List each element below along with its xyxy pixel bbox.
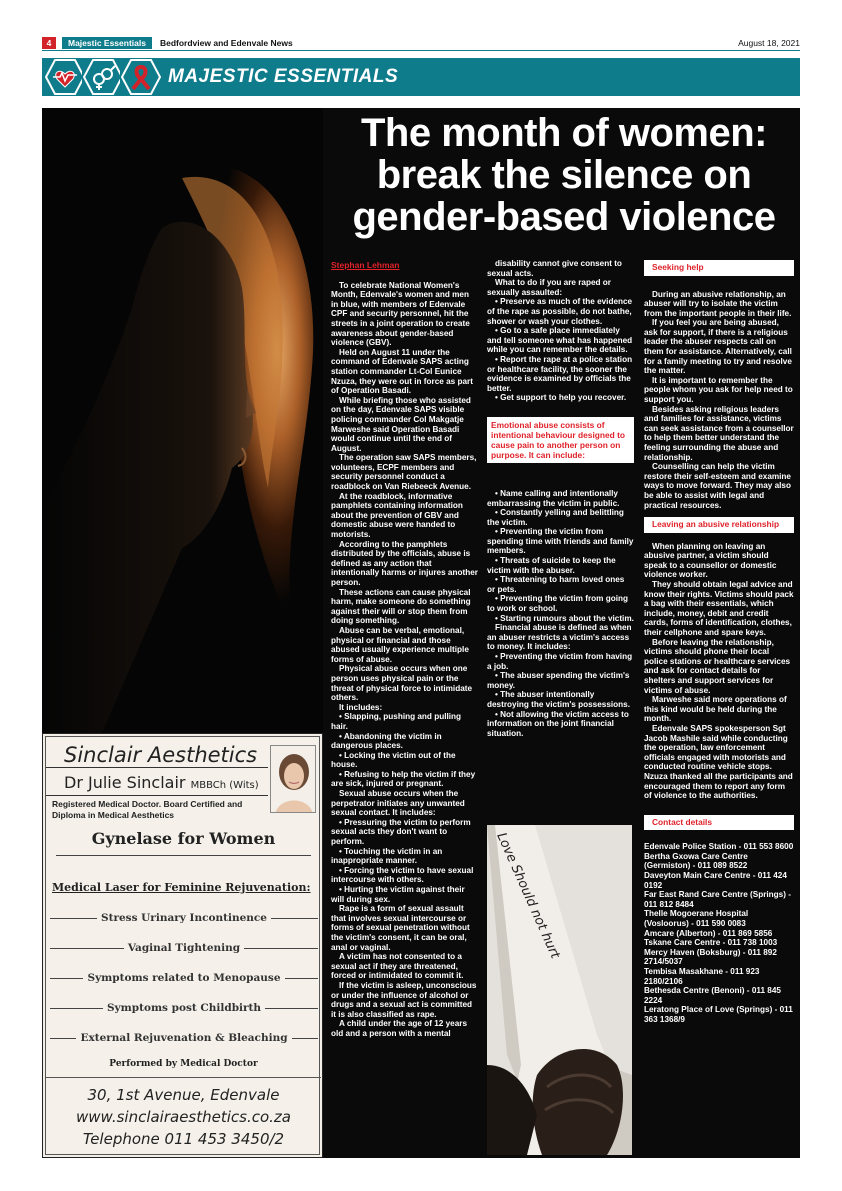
- paragraph: They should obtain legal advice and know their rights. Victims should pack a bag with their essentials, which include, money, debit and credit cards, forms of identification, clothes, their cellphone and spare keys.: [644, 580, 794, 637]
- leaving-body: [644, 542, 794, 801]
- ad-registration-text: Registered Medical Doctor. Board Certified and Diploma in Medical Aesthetics: [52, 799, 243, 820]
- paragraph: Edenvale SAPS spokesperson Sgt Jacob Mashile said while conducting the operation, law enforcement officials engaged with motorists and conducted routine vehicle stops. Nzuza thanked all the participants and encouraged them to report any form of violence to the authorities.: [644, 723, 793, 801]
- paragraph: • Starting rumours about the victim.: [495, 613, 634, 623]
- banner-title: MAJESTIC ESSENTIALS: [168, 66, 399, 87]
- paragraph: Mercy Haven (Boksburg) - 011 892 2714/5037: [644, 947, 777, 967]
- ad-divider: [46, 1077, 321, 1078]
- paragraph: • Name calling and intentionally embarrassing the victim in public.: [487, 488, 620, 508]
- paragraph: • The abuser intentionally destroying the victim's possessions.: [487, 690, 630, 709]
- heartbeat-icon: [44, 58, 86, 96]
- column-2-body-bottom: [487, 489, 634, 738]
- paragraph: Thelle Mogoerane Hospital (Vosloorus) - 011 590 0083: [644, 909, 749, 928]
- article-column-2: [487, 259, 634, 738]
- awareness-ribbon-icon: [120, 58, 162, 96]
- paragraph: Bethesda Centre (Benoni) - 011 845 2224: [644, 986, 781, 1005]
- section-tag: Majestic Essentials: [62, 37, 152, 49]
- ad-divider: [46, 767, 268, 768]
- paragraph: The operation saw SAPS members, volunteers, ECPF members and security personnel conduct a roadblock on Van Riebeeck Avenue.: [331, 453, 477, 492]
- doctor-photo: [270, 745, 316, 813]
- paragraph: Besides asking religious leaders and families for assistance, victims can seek assistance from a counsellor to help them better understand the feeling surrounding the abuse and relationship.: [644, 404, 794, 462]
- paragraph: • Forcing the victim to have sexual intercourse with others.: [331, 865, 474, 885]
- page-number: 4: [42, 37, 56, 49]
- ad-treatment-item: Stress Urinary Incontinence: [50, 912, 318, 924]
- ad-treatment-item: Vaginal Tightening: [50, 942, 318, 954]
- paragraph: • Hurting the victim against their will during sex.: [331, 885, 465, 904]
- paragraph: • Not allowing the victim access to information on the joint financial situation.: [487, 709, 629, 738]
- paragraph: Physical abuse occurs when one person uses physical pain or the threat of physical force to intimidate others.: [331, 664, 473, 703]
- doctor-qualification: MBBCh (Wits): [190, 780, 259, 791]
- paragraph: • Threats of suicide to keep the victim with the abuser.: [487, 556, 616, 575]
- paragraph: If the victim is asleep, unconscious or under the influence of alcohol or drugs and a sexual act is committed it is also classified as rape.: [331, 980, 477, 1019]
- paragraph: • Go to a safe place immediately and tell someone what has happened while you can remember the details.: [487, 326, 633, 355]
- paragraph: A victim has not consented to a sexual act if they are threatened, forced or intimidated to commit it.: [331, 952, 464, 981]
- column-1-body: [331, 281, 478, 1039]
- article-byline[interactable]: Stephan Lehman: [331, 260, 400, 270]
- paragraph: Leratong Place of Love (Springs) - 011 363 1368/9: [644, 1005, 793, 1024]
- paragraph: • Preventing the victim from having a job.: [487, 652, 633, 671]
- paragraph: • Preventing the victim from going to work or school.: [487, 594, 628, 614]
- paragraph: While briefing those who assisted on the day, Edenvale SAPS visible policing commander Col Makgatje Marweshe said Operation Basadi would continue until the end of August.: [331, 395, 471, 453]
- love-should-not-hurt-photo: [487, 825, 632, 1155]
- paragraph: It includes:: [339, 702, 383, 712]
- article-column-3: [644, 260, 794, 1024]
- gender-symbols-icon: [82, 58, 124, 96]
- paragraph: • Touching the victim in an inappropriate manner.: [331, 846, 443, 866]
- paragraph: Daveyton Main Care Centre - 011 424 0192: [644, 870, 787, 890]
- paragraph: At the roadblock, informative pamphlets containing information about the prevention of GBV and domestic abuse were handed to motorists.: [331, 491, 463, 540]
- issue-date: August 18, 2021: [738, 38, 800, 48]
- ad-doctor-name: [64, 773, 259, 792]
- paragraph: These actions can cause physical harm, make someone do something against their will or stop them from doing something.: [331, 587, 471, 626]
- ad-phone[interactable]: Telephone 011 453 3450/2: [82, 1130, 285, 1148]
- paragraph: Bertha Gxowa Care Centre (Germiston) - 011 089 8522: [644, 851, 748, 871]
- paragraph: • Refusing to help the victim if they are sick, injured or pregnant.: [331, 769, 476, 789]
- article-headline: The month of women: break the silence on gender-based violence: [352, 111, 776, 239]
- paragraph: To celebrate National Women's Month, Edenvale's women and men in blue, with members of Edenvale CPF and security personnel, hit the streets in a joint operation to create awareness about gender-based violence (GBV).: [331, 280, 470, 348]
- seeking-help-heading: Seeking help: [644, 260, 794, 276]
- paragraph: According to the pamphlets distributed by the officials, abuse is defined as any action that intentionally harms or injures another person.: [331, 539, 478, 587]
- hand-writing-text: Love Should not hurt: [493, 830, 563, 961]
- ad-laser-heading: Medical Laser for Feminine Rejuvenation:: [52, 881, 311, 894]
- paragraph: Counselling can help the victim restore their self-esteem and examine ways to move forward. They may also be able to assist with legal and practical resources.: [644, 462, 791, 510]
- paragraph: • Report the rape at a police station or healthcare facility, the sooner the evidence is examined by officials the better.: [487, 354, 633, 393]
- sinclair-aesthetics-ad[interactable]: [42, 733, 323, 1158]
- emotional-abuse-callout: Emotional abuse consists of intentional behaviour designed to cause pain to another person on purpose. It can include:: [487, 417, 634, 463]
- paragraph: • Preventing the victim from spending time with friends and family members.: [487, 527, 634, 556]
- ad-product-name: Gynelase for Women: [91, 829, 276, 848]
- paragraph: • Locking the victim out of the house.: [331, 750, 456, 770]
- doctor-name-text: Dr Julie Sinclair: [64, 773, 186, 792]
- article-column-1: [331, 261, 478, 1039]
- ad-address: 30, 1st Avenue, Edenvale: [87, 1086, 280, 1104]
- paragraph: It is important to remember the people whom you ask for help need to support you.: [644, 375, 793, 405]
- paragraph: • Slapping, pushing and pulling hair.: [331, 712, 462, 731]
- ad-treatment-item: Symptoms post Childbirth: [50, 1002, 318, 1014]
- paragraph: • Threatening to harm loved ones or pets.: [487, 575, 625, 594]
- contact-list: [644, 842, 794, 1024]
- paragraph: During an abusive relationship, an abuser will try to isolate the victim from the important people in their life.: [644, 289, 792, 318]
- paragraph: Far East Rand Care Centre (Springs) - 011 812 8484: [644, 890, 791, 909]
- seeking-help-body: [644, 290, 794, 511]
- header-rule: [42, 50, 800, 51]
- paragraph: Tskane Care Centre - 011 738 1003: [644, 938, 778, 948]
- paragraph: A child under the age of 12 years old and a person with a mental: [331, 1019, 468, 1038]
- paragraph: Marweshe said more operations of this kind would be held during the month.: [644, 695, 787, 724]
- paragraph: • Pressuring the victim to perform sexual acts they don't want to perform.: [331, 817, 471, 847]
- newspaper-name: Bedfordview and Edenvale News: [159, 38, 293, 48]
- woman-silhouette-photo: [42, 108, 323, 733]
- ad-brand-name: Sinclair Aesthetics: [64, 743, 258, 767]
- paragraph: Tembisa Masakhane - 011 923 2180/2106: [644, 966, 760, 986]
- paragraph: Financial abuse is defined as when an abuser restricts a victim's access to money. It includes:: [487, 623, 632, 652]
- ad-treatment-item: External Rejuvenation & Bleaching: [50, 1032, 318, 1044]
- paragraph: When planning on leaving an abusive partner, a victim should speak to a counsellor or domestic violence worker.: [644, 541, 777, 580]
- paragraph: disability cannot give consent to sexual acts.: [487, 259, 622, 278]
- paragraph: Amcare (Alberton) - 011 869 5856: [644, 928, 773, 938]
- paragraph: Before leaving the relationship, victims should phone their local police stations or healthcare services and ask for contact details for shelters and support services for victims of abuse.: [644, 637, 791, 695]
- ad-treatment-item: Symptoms related to Menopause: [50, 972, 318, 984]
- paragraph: Edenvale Police Station - 011 553 8600: [644, 842, 794, 852]
- paragraph: • Preserve as much of the evidence of the rape as possible, do not bathe, shower or wash your clothes.: [487, 297, 633, 326]
- paragraph: If you feel you are being abused, ask for support, if there is a religious leader the abuser respects call on them for assistance. Alternatively, call for a family meeting to try and resolve the matter.: [644, 318, 792, 376]
- ad-performed-by: Performed by Medical Doctor: [109, 1059, 258, 1069]
- paragraph: Rape is a form of sexual assault that involves sexual intercourse or forms of sexual penetration without the victim's consent, it can be oral, anal or vaginal.: [331, 904, 470, 952]
- paragraph: • Get support to help you recover.: [495, 393, 627, 403]
- paragraph: What to do if you are raped or sexually assaulted:: [487, 278, 611, 297]
- page-header: [42, 36, 800, 50]
- ad-divider: [46, 795, 268, 796]
- paragraph: • The abuser spending the victim's money.: [487, 671, 630, 690]
- ad-divider: [56, 855, 311, 856]
- paragraph: Held on August 11 under the command of Edenvale SAPS acting station commander Lt-Col Eunice Nzuza, they were out in force as part of Operation Basadi.: [331, 347, 473, 396]
- leaving-heading: Leaving an abusive relationship: [644, 517, 794, 533]
- column-2-body-top: [487, 259, 634, 403]
- ad-website-link[interactable]: www.sinclairaesthetics.co.za: [75, 1108, 292, 1126]
- paragraph: • Constantly yelling and belittling the victim.: [487, 508, 624, 527]
- paragraph: • Abandoning the victim in dangerous places.: [331, 731, 442, 751]
- paragraph: Abuse can be verbal, emotional, physical or financial and those abused usually experience multiple forms of abuse.: [331, 625, 469, 664]
- paragraph: Sexual abuse occurs when the perpetrator initiates any unwanted sexual contact. It includes:: [331, 789, 465, 818]
- contact-details-heading: Contact details: [644, 815, 794, 831]
- section-banner: [42, 58, 800, 96]
